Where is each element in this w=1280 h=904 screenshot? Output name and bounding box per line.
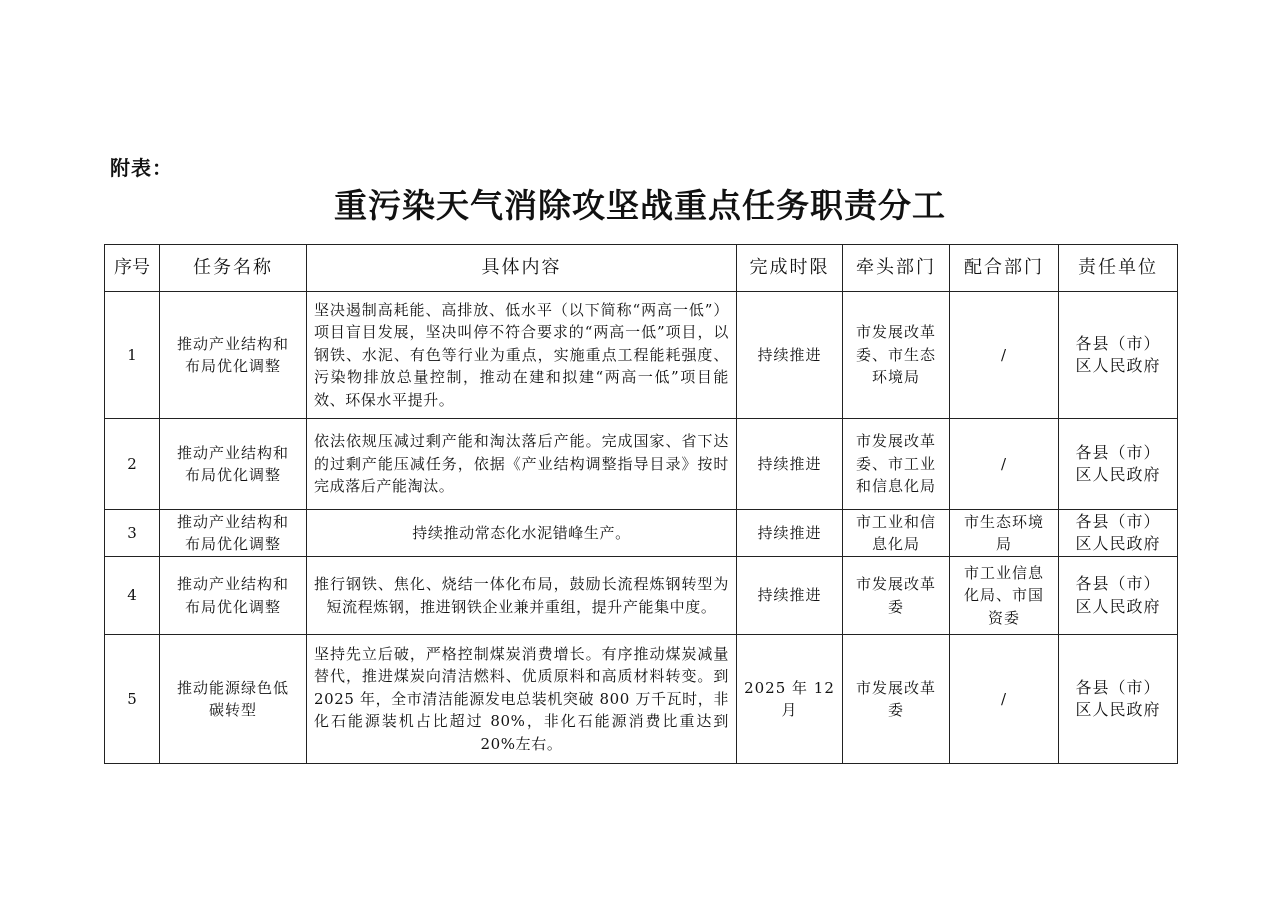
row-lead-department: 市发展改革委 [843,557,950,635]
row-content: 坚决遏制高耗能、高排放、低水平（以下简称“两高一低”）项目盲目发展，坚决叫停不符合要求的“两高一低”项目，以钢铁、水泥、有色等行业为重点，实施重点工程能耗强度、污染物排放总量控制，推动在建和拟建“两高一低”项目能效、环保水平提升。 [307,292,737,419]
row-responsible-unit: 各县（市）区人民政府 [1059,419,1178,510]
row-index: 4 [105,557,160,635]
header-task: 任务名称 [160,245,307,292]
header-content: 具体内容 [307,245,737,292]
row-cooperating-department: 市生态环境局 [950,510,1059,557]
row-task: 推动产业结构和布局优化调整 [160,419,307,510]
task-responsibility-table [104,244,1178,764]
header-deadline: 完成时限 [737,245,843,292]
row-cooperating-department: / [950,292,1059,419]
row-responsible-unit: 各县（市）区人民政府 [1059,292,1178,419]
row-lead-department: 市发展改革委 [843,635,950,764]
row-cooperating-department: 市工业信息化局、市国资委 [950,557,1059,635]
row-lead-department: 市发展改革委、市工业和信息化局 [843,419,950,510]
row-content: 坚持先立后破，严格控制煤炭消费增长。有序推动煤炭减量替代，推进煤炭向清洁燃料、优质原料和高质材料转变。到 2025 年，全市清洁能源发电总装机突破 800 万千瓦时，非化石能源装机占比超过 80%，非化石能源消费比重达到 20%左右。 [307,635,737,764]
header-responsible-unit: 责任单位 [1059,245,1178,292]
table-row [105,292,1178,419]
row-responsible-unit: 各县（市）区人民政府 [1059,635,1178,764]
table-header-row [105,245,1178,292]
row-content: 依法依规压减过剩产能和淘汰落后产能。完成国家、省下达的过剩产能压减任务，依据《产业结构调整指导目录》按时完成落后产能淘汰。 [307,419,737,510]
row-deadline: 2025 年 12 月 [737,635,843,764]
row-deadline: 持续推进 [737,292,843,419]
row-index: 2 [105,419,160,510]
row-deadline: 持续推进 [737,510,843,557]
row-content: 推行钢铁、焦化、烧结一体化布局，鼓励长流程炼钢转型为短流程炼钢，推进钢铁企业兼并重组，提升产能集中度。 [307,557,737,635]
table-row [105,635,1178,764]
row-task: 推动产业结构和布局优化调整 [160,292,307,419]
row-index: 1 [105,292,160,419]
row-responsible-unit: 各县（市）区人民政府 [1059,557,1178,635]
row-lead-department: 市工业和信息化局 [843,510,950,557]
row-deadline: 持续推进 [737,419,843,510]
table-row [105,557,1178,635]
table-row [105,510,1178,557]
header-cooperating-department: 配合部门 [950,245,1059,292]
header-index: 序号 [105,245,160,292]
table-row [105,419,1178,510]
row-index: 3 [105,510,160,557]
document-title: 重污染天气消除攻坚战重点任务职责分工 [334,186,946,225]
header-lead-department: 牵头部门 [843,245,950,292]
row-task: 推动产业结构和布局优化调整 [160,510,307,557]
row-task: 推动能源绿色低碳转型 [160,635,307,764]
row-deadline: 持续推进 [737,557,843,635]
attachment-label: 附表： [110,156,173,180]
row-lead-department: 市发展改革委、市生态环境局 [843,292,950,419]
row-cooperating-department: / [950,419,1059,510]
row-content: 持续推动常态化水泥错峰生产。 [307,510,737,557]
row-task: 推动产业结构和布局优化调整 [160,557,307,635]
row-cooperating-department: / [950,635,1059,764]
row-index: 5 [105,635,160,764]
row-responsible-unit: 各县（市）区人民政府 [1059,510,1178,557]
